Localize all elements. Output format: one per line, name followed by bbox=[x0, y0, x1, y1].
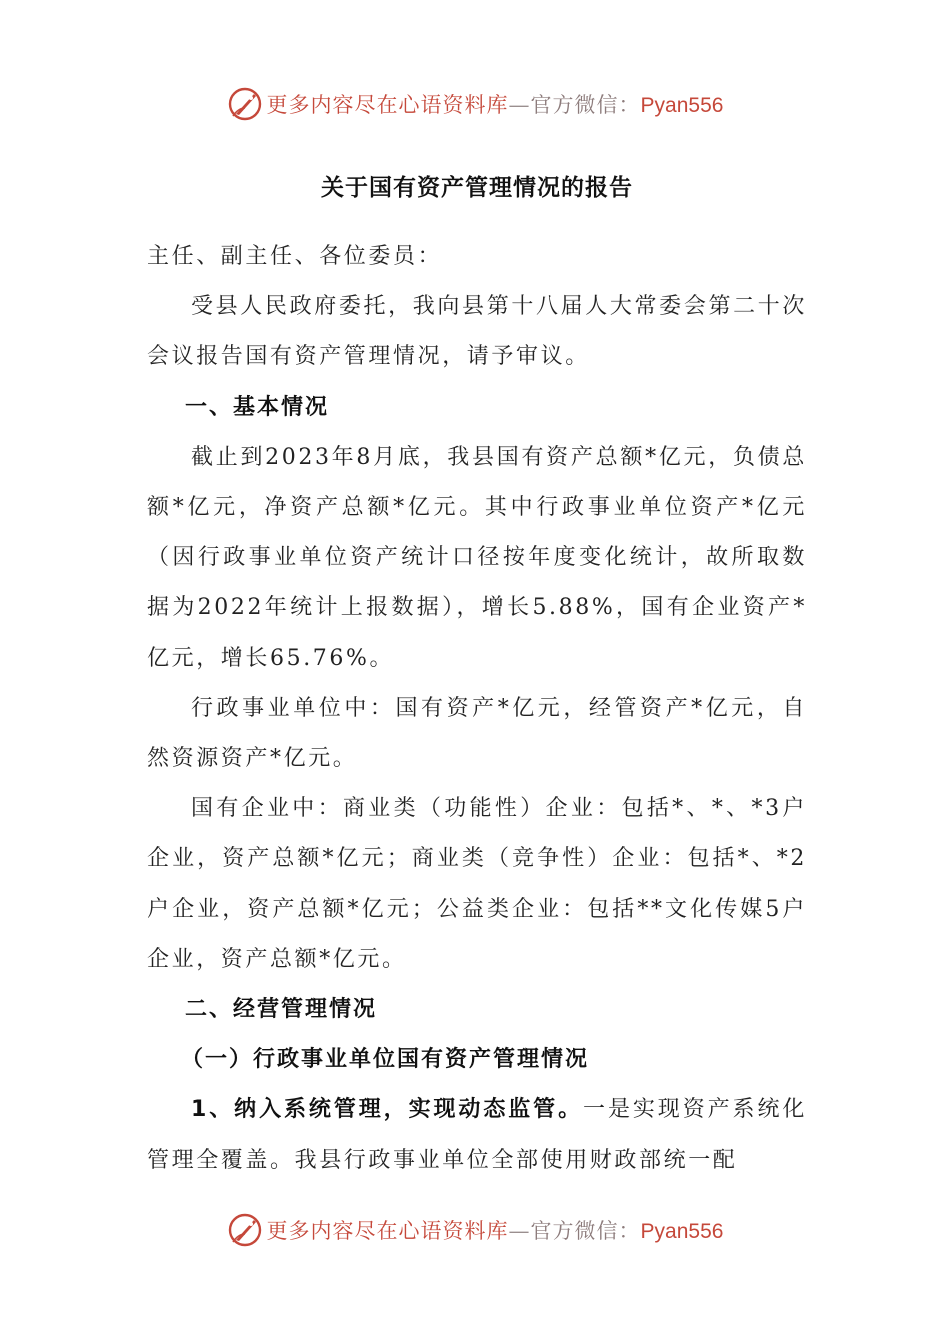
paragraph-admin-units: 行政事业单位中：国有资产*亿元，经管资产*亿元，自然资源资产*亿元。 bbox=[147, 695, 807, 772]
watermark-wechat-id: Pyan556 bbox=[640, 1220, 724, 1243]
paragraph-asset-totals: 截止到2023年8月底，我县国有资产总额*亿元，负债总额*亿元，净资产总额*亿元。其中行政事业单位资产*亿元（因行政事业单位资产统计口径按年度变化统计，故所取数据为2022年统计上报数据），增长5.88%，国有企业资产*亿元，增长65.76%。 bbox=[147, 444, 807, 671]
watermark-wechat-label: 官方微信： bbox=[530, 1219, 641, 1243]
item-lead-bold: 1、纳入系统管理，实现动态监管。 bbox=[191, 1097, 584, 1123]
watermark-dash: — bbox=[508, 93, 531, 117]
watermark-banner-top bbox=[0, 84, 950, 124]
salutation: 主任、副主任、各位委员： bbox=[147, 244, 443, 269]
paragraph-state-enterprises: 国有企业中：商业类（功能性）企业：包括*、*、*3户企业，资产总额*亿元；商业类（竞争性）企业：包括*、*2户企业，资产总额*亿元；公益类企业：包括**文化传媒5户企业，资产总额*亿元。 bbox=[147, 796, 807, 972]
watermark-dash: — bbox=[508, 1219, 531, 1243]
watermark-banner-bottom bbox=[0, 1210, 950, 1250]
watermark-wechat-id: Pyan556 bbox=[640, 94, 724, 117]
subsection-heading-admin-assets: （一）行政事业单位国有资产管理情况 bbox=[181, 1047, 590, 1073]
section-heading-management: 二、经营管理情况 bbox=[185, 997, 378, 1023]
watermark-wechat-label: 官方微信： bbox=[530, 93, 641, 117]
paragraph-system-management bbox=[147, 1085, 807, 1185]
watermark-site-name: 更多内容尽在心语资料库 bbox=[266, 1219, 509, 1243]
document-title: 关于国有资产管理情况的报告 bbox=[321, 175, 633, 201]
intro-paragraph: 受县人民政府委托，我向县第十八届人大常委会第二十次会议报告国有资产管理情况，请予审议。 bbox=[147, 294, 807, 370]
item-text: 一是实现资产系统化管理全覆盖。我县行政事业单位全部使用财政部统一配 bbox=[147, 1097, 807, 1173]
watermark-site-name: 更多内容尽在心语资料库 bbox=[266, 93, 509, 117]
quill-pen-logo-icon bbox=[227, 86, 263, 122]
document-body bbox=[147, 168, 807, 1186]
section-heading-basic: 一、基本情况 bbox=[185, 394, 330, 420]
quill-pen-logo-icon bbox=[227, 1212, 263, 1248]
